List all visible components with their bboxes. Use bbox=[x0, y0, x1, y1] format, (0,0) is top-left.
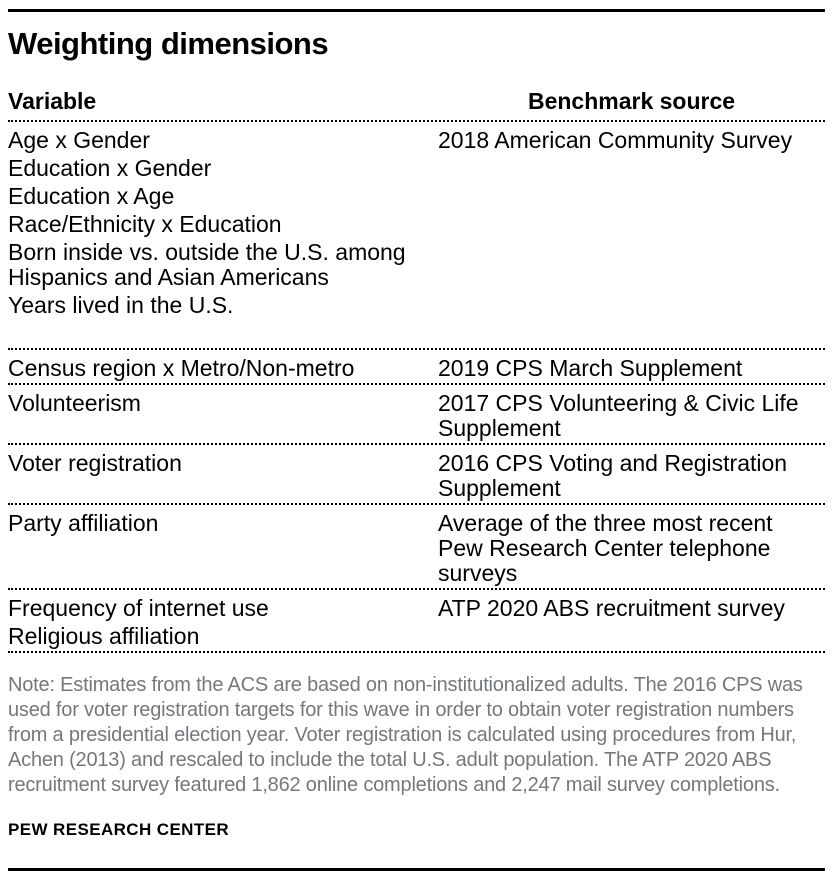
variable-age-gender: Age x Gender bbox=[8, 127, 150, 153]
note-text bbox=[8, 673, 825, 798]
variable-voter-registration: Voter registration bbox=[8, 450, 182, 476]
table-row-internet-religion bbox=[8, 590, 825, 653]
note-line: recruitment survey featured 1,862 online completions and 2,247 mail survey completions. bbox=[8, 774, 780, 796]
variable-education-age: Education x Age bbox=[8, 183, 175, 209]
variable-race-education: Race/Ethnicity x Education bbox=[8, 211, 282, 237]
table-header-row bbox=[8, 61, 825, 122]
table-row-volunteerism bbox=[8, 385, 825, 445]
note-line: Note: Estimates from the ACS are based on non-institutionalized adults. The 2016 CPS was bbox=[8, 674, 803, 696]
top-rule bbox=[8, 9, 825, 12]
table-row-census-region bbox=[8, 350, 825, 385]
variable-volunteerism: Volunteerism bbox=[8, 390, 141, 416]
note-line: Achen (2013) and rescaled to include the total U.S. adult population. The ATP 2020 ABS bbox=[8, 749, 772, 771]
variable-cell bbox=[8, 391, 438, 441]
table-row-voter-registration bbox=[8, 445, 825, 505]
table-row-party-affiliation bbox=[8, 505, 825, 590]
source-cell: 2016 CPS Voting and Registration Supplement bbox=[438, 450, 788, 501]
variable-cell bbox=[8, 596, 438, 649]
note-line: from a presidential election year. Voter registration is calculated using procedures from Hur, bbox=[8, 724, 797, 746]
column-header-benchmark-source: Benchmark source bbox=[527, 88, 736, 114]
variable-religious-affiliation: Religious affiliation bbox=[8, 623, 200, 649]
column-header-variable: Variable bbox=[8, 88, 97, 114]
variable-born-inside-outside: Born inside vs. outside the U.S. among Hispanics and Asian Americans bbox=[8, 239, 406, 290]
variable-party-affiliation: Party affiliation bbox=[8, 510, 159, 536]
variable-cell bbox=[8, 356, 438, 381]
page-title: Weighting dimensions bbox=[8, 26, 329, 61]
source-cell: 2019 CPS March Supplement bbox=[438, 355, 743, 381]
variable-education-gender: Education x Gender bbox=[8, 155, 212, 181]
note-line: used for voter registration targets for this wave in order to obtain voter registration numbers bbox=[8, 699, 794, 721]
variable-cell bbox=[8, 128, 438, 318]
source-cell: ATP 2020 ABS recruitment survey bbox=[438, 595, 785, 621]
variable-cell bbox=[8, 451, 438, 501]
variable-years-lived-us: Years lived in the U.S. bbox=[8, 292, 234, 318]
variable-census-region: Census region x Metro/Non-metro bbox=[8, 355, 355, 381]
variable-internet-use: Frequency of internet use bbox=[8, 595, 269, 621]
source-cell: Average of the three most recent Pew Research Center telephone surveys bbox=[438, 510, 773, 586]
variable-cell bbox=[8, 511, 438, 586]
source-cell: 2017 CPS Volunteering & Civic Life Supplement bbox=[438, 390, 799, 441]
weighting-dimensions-table bbox=[8, 61, 825, 653]
source-cell: 2018 American Community Survey bbox=[438, 127, 793, 153]
table-row-acs bbox=[8, 122, 825, 350]
brand-footer: PEW RESEARCH CENTER bbox=[8, 820, 230, 839]
